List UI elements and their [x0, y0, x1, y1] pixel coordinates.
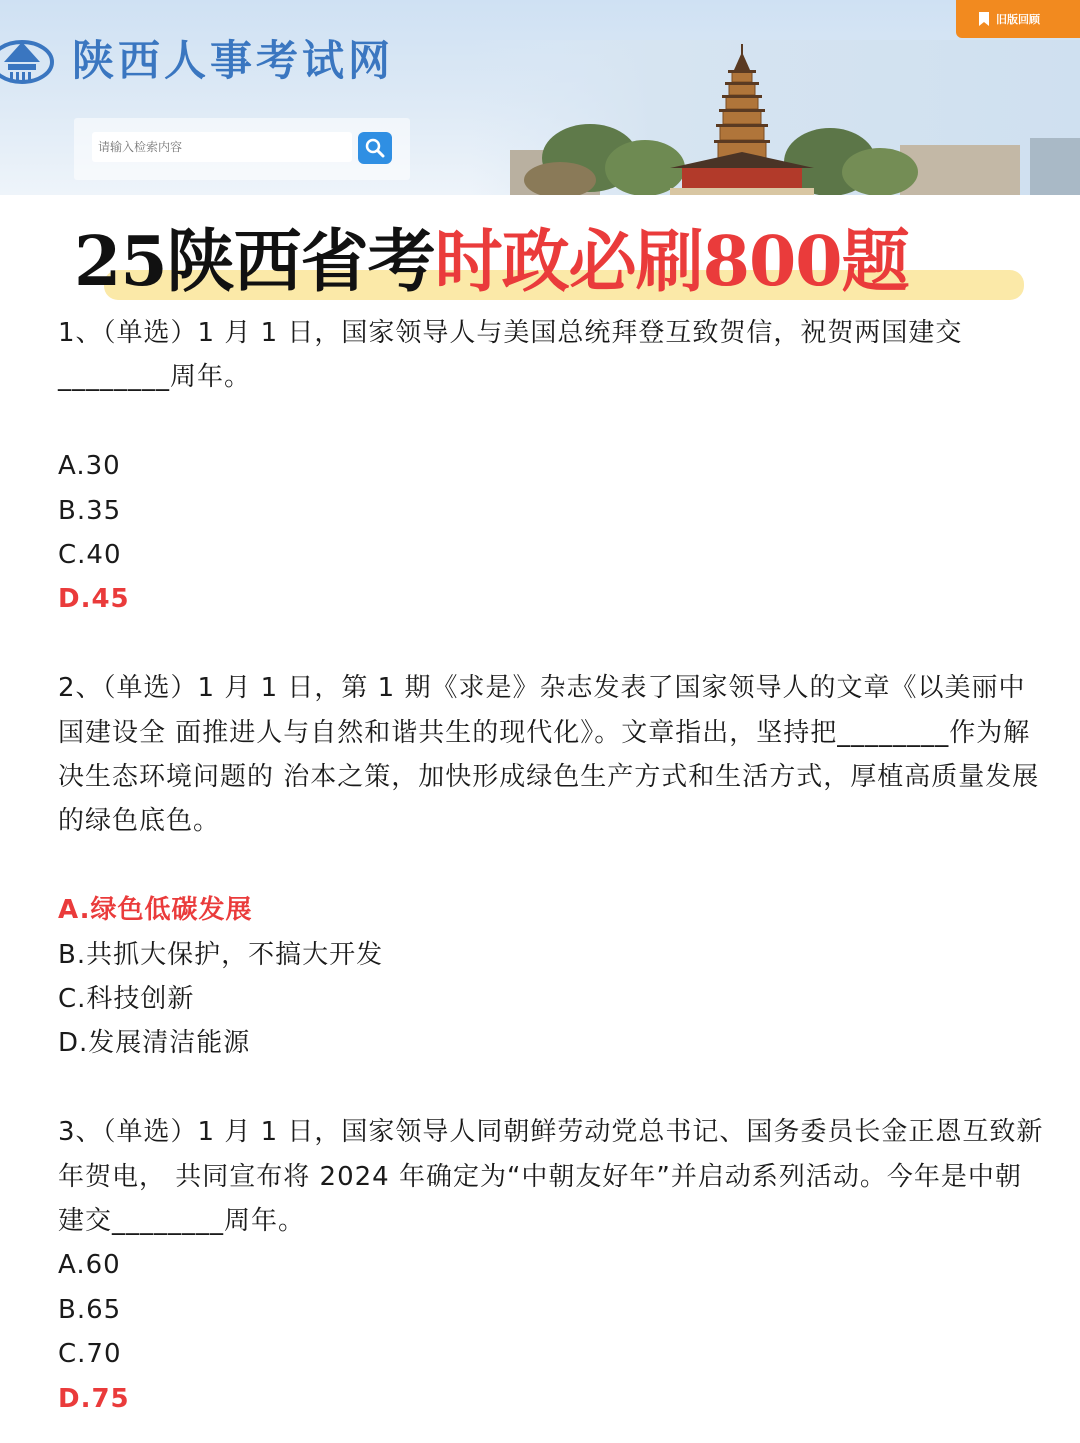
- question-item: [58, 311, 1048, 622]
- headline-part1: 25陕西省考: [74, 222, 435, 302]
- question-stem: 3、（单选）1 月 1 日，国家领导人同朝鲜劳动党总书记、国务委员长金正恩互致新年贺电， 共同宣布将 2024 年确定为“中朝友好年”并启动系列活动。今年是中朝建交________周年。: [58, 1117, 1044, 1237]
- question-list: [58, 311, 1048, 1421]
- site-name[interactable]: 陕西人事考试网: [72, 36, 395, 85]
- search-icon: [364, 137, 386, 159]
- bookmark-icon: [978, 12, 990, 26]
- option-b: B.65: [58, 1294, 122, 1325]
- site-logo-icon: [0, 24, 58, 86]
- option-d-answer: D.75: [58, 1383, 130, 1414]
- option-b: B.35: [58, 495, 122, 526]
- search-button[interactable]: [358, 132, 392, 164]
- headline-part2: 时政必刷800题: [434, 222, 909, 302]
- option-a: A.30: [58, 451, 121, 482]
- question-stem: 2、（单选）1 月 1 日，第 1 期《求是》杂志发表了国家领导人的文章《以美丽中国建设全 面推进人与自然和谐共生的现代化》。文章指出，坚持把________作为解决生态环境问题的 治本之策，加快形成绿色生产方式和生活方式，厚植高质量发展的绿色底色。: [58, 673, 1040, 837]
- option-b: B.共抓大保护，不搞大开发: [58, 939, 384, 970]
- question-stem: 1、（单选）1 月 1 日，国家领导人与美国总统拜登互致贺信，祝贺两国建交________周年。: [58, 318, 963, 393]
- search-box: [74, 118, 410, 180]
- question-item: [58, 666, 1048, 1066]
- option-a-answer: A.绿色低碳发展: [58, 895, 253, 926]
- option-c: C.40: [58, 540, 122, 571]
- option-c: C.70: [58, 1339, 122, 1370]
- question-item: [58, 1110, 1048, 1421]
- page-headline: [74, 212, 909, 312]
- option-a: A.60: [58, 1250, 121, 1281]
- option-c: C.科技创新: [58, 984, 195, 1015]
- option-d: D.发展清洁能源: [58, 1028, 251, 1059]
- site-header-banner: [0, 0, 1080, 195]
- search-input[interactable]: [92, 132, 352, 162]
- old-version-tag[interactable]: [956, 0, 1080, 38]
- pagoda-scenery-image: [470, 40, 1080, 195]
- option-d-answer: D.45: [58, 584, 130, 615]
- corner-tag-label: 旧版回顾: [996, 13, 1040, 26]
